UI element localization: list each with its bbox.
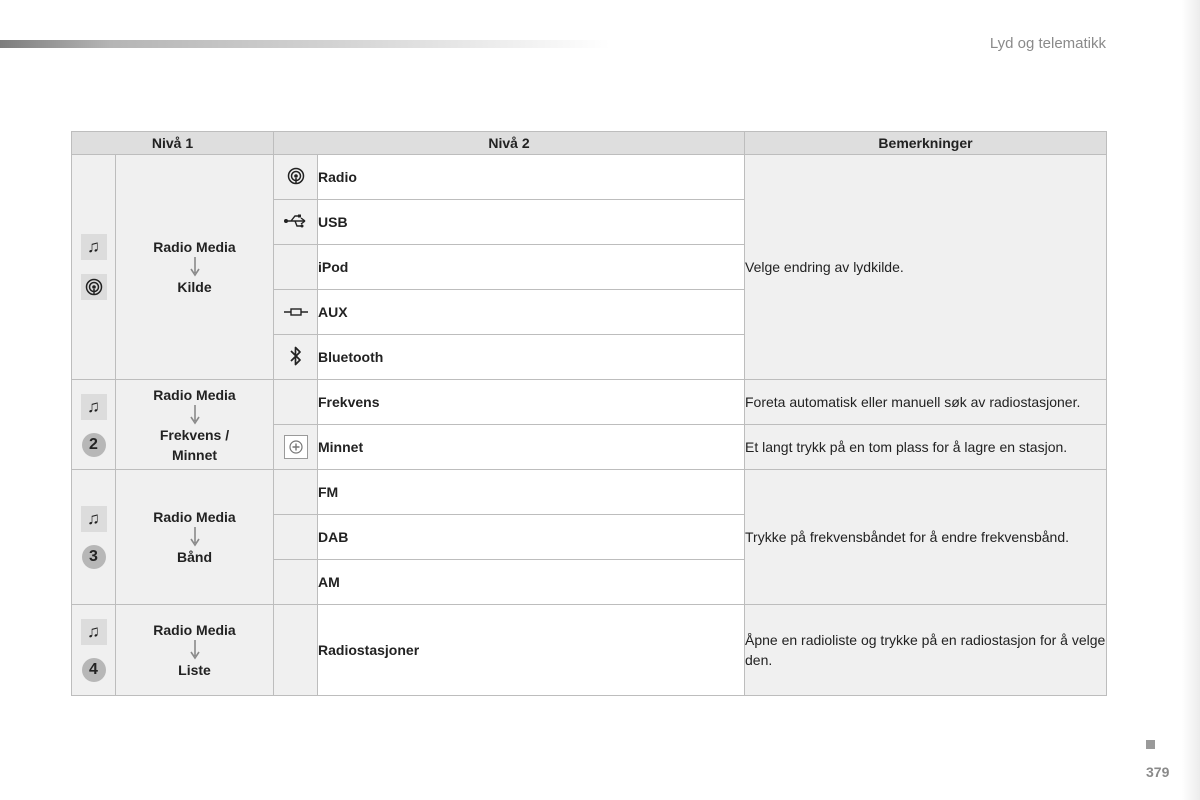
level2-label: FM — [318, 470, 745, 515]
level1-label: Radio Media Liste — [116, 605, 274, 696]
level1-label: Radio Media Kilde — [116, 155, 274, 380]
level2-label: Minnet — [318, 425, 745, 470]
remark: Trykke på frekvensbåndet for å endre frekvensbånd. — [745, 470, 1107, 605]
bluetooth-icon — [274, 335, 318, 380]
level2-label: DAB — [318, 515, 745, 560]
header-remarks: Bemerkninger — [745, 132, 1107, 155]
arrow-down-icon — [189, 527, 201, 547]
level2-label: Radio — [318, 155, 745, 200]
level1-icons — [72, 470, 116, 605]
table-row — [72, 380, 1107, 425]
level1-icons — [72, 380, 116, 470]
menu-table — [71, 131, 1107, 696]
level1-icons — [72, 605, 116, 696]
number-badge: 4 — [82, 658, 106, 682]
table-row — [72, 605, 1107, 696]
section-title: Lyd og telematikk — [989, 35, 1106, 52]
level2-label: Bluetooth — [318, 335, 745, 380]
level2-label: Radiostasjoner — [318, 605, 745, 696]
aux-jack-icon — [274, 290, 318, 335]
arrow-down-icon — [189, 257, 201, 277]
usb-icon — [274, 200, 318, 245]
remark: Et langt trykk på en tom plass for å lagre en stasjon. — [745, 425, 1107, 470]
plus-icon — [284, 435, 308, 459]
radio-icon — [274, 155, 318, 200]
number-badge: 2 — [82, 433, 106, 457]
level2-label: USB — [318, 200, 745, 245]
page-marker — [1146, 740, 1155, 749]
arrow-down-icon — [189, 405, 201, 425]
music-note-icon: ♫ — [81, 234, 107, 260]
remark: Foreta automatisk eller manuell søk av radiostasjoner. — [745, 380, 1107, 425]
header-level2: Nivå 2 — [274, 132, 745, 155]
radio-icon — [81, 274, 107, 300]
level1-label: Radio Media Bånd — [116, 470, 274, 605]
level2-label: iPod — [318, 245, 745, 290]
remark: Åpne en radioliste og trykke på en radiostasjon for å velge den. — [745, 605, 1107, 696]
table-row — [72, 470, 1107, 515]
level1-label: Radio Media Frekvens / Minnet — [116, 380, 274, 470]
level2-label: AM — [318, 560, 745, 605]
level2-label: Frekvens — [318, 380, 745, 425]
page-number: 379 — [1146, 764, 1170, 780]
music-note-icon: ♫ — [81, 506, 107, 532]
music-note-icon: ♫ — [81, 619, 107, 645]
remark: Velge endring av lydkilde. — [745, 155, 1107, 380]
number-badge: 3 — [82, 545, 106, 569]
level1-icons — [72, 155, 116, 380]
page-edge-shadow — [1182, 0, 1200, 800]
table-row — [72, 155, 1107, 200]
level2-label: AUX — [318, 290, 745, 335]
music-note-icon: ♫ — [81, 394, 107, 420]
table-header-row — [72, 132, 1107, 155]
header-level1: Nivå 1 — [72, 132, 274, 155]
arrow-down-icon — [189, 640, 201, 660]
header-gradient-bar — [0, 40, 610, 48]
